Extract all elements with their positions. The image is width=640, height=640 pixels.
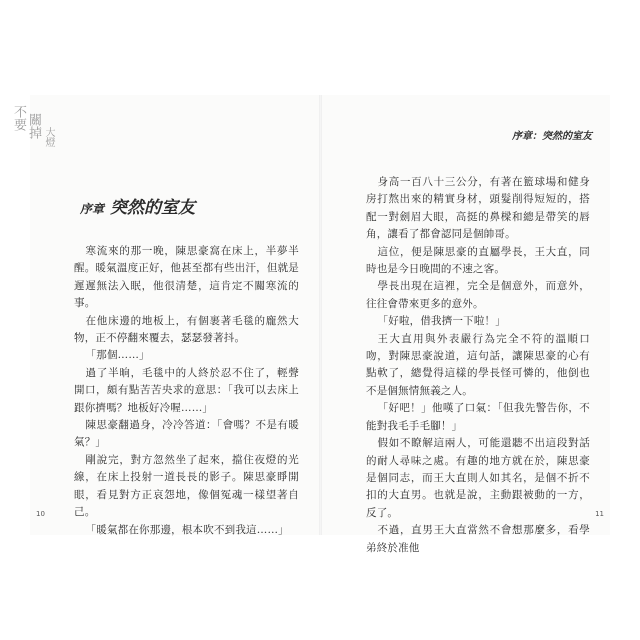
paragraph: 陳思豪翻過身，冷冷答道：「會嗎？不是有暖氣？」	[74, 419, 299, 449]
paragraph: 學長出現在這裡，完全是個意外，而意外，往往會帶來更多的意外。	[366, 280, 590, 310]
paragraph: 過了半晌，毛毯中的人終於忍不住了，輕聲開口，頗有點苦苦央求的意思：「我可以去床上跟你擠嗎？地板好冷喔……」	[74, 366, 299, 414]
logo-column-3: 大燈	[43, 127, 54, 147]
paragraph: 王大直用與外表嚴行為完全不符的溫順口吻，對陳思豪說道，這句話，讓陳思豪的心有點軟了，總覺得這樣的學長怪可憐的，他倒也不是個無情無義之人。	[366, 332, 590, 397]
paragraph: 這位，便是陳思豪的直屬學長，王大直，同時也是今日晚間的不速之客。	[366, 245, 590, 276]
paragraph: 「那個……」	[85, 349, 150, 362]
page-number-left: 10	[36, 510, 45, 518]
chapter-heading	[80, 193, 195, 218]
left-body-text	[74, 243, 299, 539]
paragraph: 寒流來的那一晚，陳思豪窩在床上，半夢半醒。暖氣溫度正好，他甚至都有些出汗，但就是遲遲無法入眠，他很清楚，這肯定不關寒流的事。	[74, 245, 299, 310]
paragraph: 「暖氣都在你那邊，根本吹不到我這……」	[85, 523, 289, 536]
book-spread	[11, 95, 610, 554]
right-page	[322, 95, 610, 554]
paragraph: 不過，直男王大直當然不會想那麼多，看學弟終於准他	[366, 524, 590, 554]
book-logo	[12, 105, 72, 165]
right-body-text	[366, 174, 590, 557]
paragraph: 身高一百八十三公分，有著在籃球場和健身房打熬出來的精實身材，頭髮削得短短的，搭配一對劍眉大眼，高挺的鼻樑和總是帶笑的唇角，讓看了都會認同是個帥哥。	[366, 176, 590, 241]
paragraph: 「好吧！」他嘆了口氣：「但我先警告你，不能對我毛手毛腳！」	[366, 402, 590, 432]
running-head: 序章：突然的室友	[512, 131, 592, 142]
chapter-title: 突然的室友	[110, 198, 196, 218]
paragraph: 在他床邊的地板上，有個裹著毛毯的龐然大物，正不停翻來覆去，瑟瑟發著抖。	[74, 314, 299, 345]
paragraph: 假如不瞭解這兩人，可能還聽不出這段對話的耐人尋味之處。有趣的地方就在於，陳思豪是個同志，而王大直則人如其名，是個不折不扣的大直男。也就是說，主動跟被動的一方，反了。	[366, 437, 590, 519]
left-page	[11, 95, 320, 536]
chapter-prefix: 序章	[80, 202, 105, 216]
page-number-right: 11	[595, 510, 604, 518]
paragraph: 剛說完，對方忽然坐了起來，擋住夜燈的光線，在床上投射一道長長的影子。陳思豪睜開眼，看見對方正哀怨地，像個冤魂一樣望著自己。	[74, 453, 299, 519]
logo-column-2: 關掉	[26, 113, 41, 139]
paragraph: 「好啦，借我擠一下啦！」	[377, 315, 506, 328]
logo-column-1: 不要	[11, 105, 26, 131]
